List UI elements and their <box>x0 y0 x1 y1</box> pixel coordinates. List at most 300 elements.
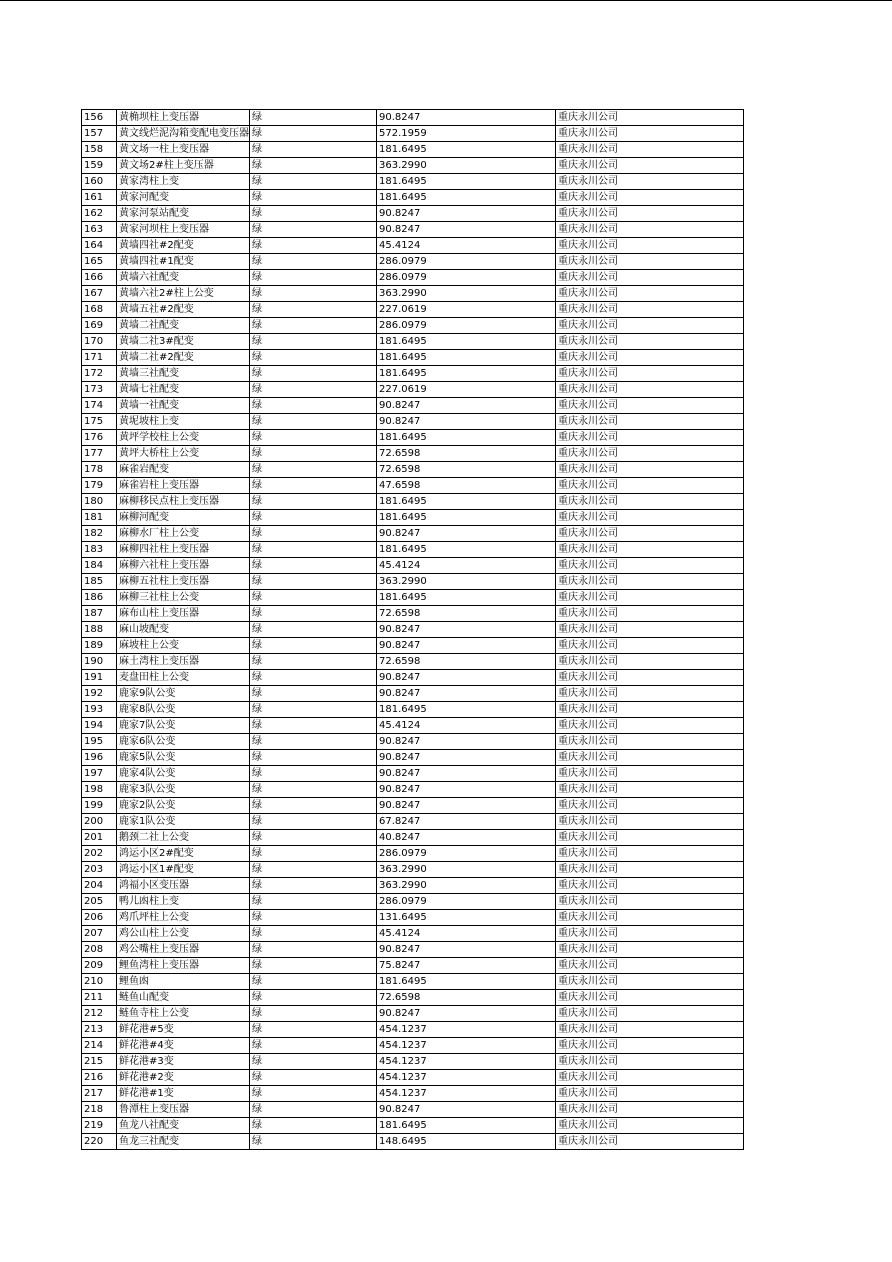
company-cell: 重庆永川公司 <box>556 366 744 382</box>
row-number-cell: 179 <box>82 478 117 494</box>
table-row <box>82 638 744 654</box>
transformer-name-cell: 鹿家2队公变 <box>117 798 250 814</box>
status-color-cell: 绿 <box>250 142 377 158</box>
status-color-cell: 绿 <box>250 750 377 766</box>
value-cell: 45.4124 <box>377 718 556 734</box>
table-row <box>82 158 744 174</box>
status-color-cell: 绿 <box>250 238 377 254</box>
value-cell: 181.6495 <box>377 510 556 526</box>
transformer-name-cell: 黄坭坡柱上变 <box>117 414 250 430</box>
company-cell: 重庆永川公司 <box>556 926 744 942</box>
row-number-cell: 163 <box>82 222 117 238</box>
status-color-cell: 绿 <box>250 590 377 606</box>
row-number-cell: 166 <box>82 270 117 286</box>
table-row <box>82 846 744 862</box>
table-row <box>82 1054 744 1070</box>
row-number-cell: 165 <box>82 254 117 270</box>
transformer-name-cell: 黄家河坝柱上变压器 <box>117 222 250 238</box>
transformer-name-cell: 鲜花港#4变 <box>117 1038 250 1054</box>
table-row <box>82 734 744 750</box>
status-color-cell: 绿 <box>250 958 377 974</box>
value-cell: 90.8247 <box>377 686 556 702</box>
status-color-cell: 绿 <box>250 686 377 702</box>
value-cell: 181.6495 <box>377 542 556 558</box>
table-row <box>82 478 744 494</box>
company-cell: 重庆永川公司 <box>556 750 744 766</box>
company-cell: 重庆永川公司 <box>556 350 744 366</box>
row-number-cell: 191 <box>82 670 117 686</box>
company-cell: 重庆永川公司 <box>556 974 744 990</box>
transformer-name-cell: 鸡公山柱上公变 <box>117 926 250 942</box>
status-color-cell: 绿 <box>250 606 377 622</box>
status-color-cell: 绿 <box>250 638 377 654</box>
status-color-cell: 绿 <box>250 430 377 446</box>
row-number-cell: 164 <box>82 238 117 254</box>
transformer-name-cell: 黄墙二社#2配变 <box>117 350 250 366</box>
company-cell: 重庆永川公司 <box>556 1134 744 1150</box>
transformer-name-cell: 黄墙二社3#配变 <box>117 334 250 350</box>
row-number-cell: 218 <box>82 1102 117 1118</box>
status-color-cell: 绿 <box>250 990 377 1006</box>
row-number-cell: 192 <box>82 686 117 702</box>
company-cell: 重庆永川公司 <box>556 254 744 270</box>
table-row <box>82 222 744 238</box>
row-number-cell: 204 <box>82 878 117 894</box>
row-number-cell: 210 <box>82 974 117 990</box>
company-cell: 重庆永川公司 <box>556 830 744 846</box>
table-row <box>82 574 744 590</box>
status-color-cell: 绿 <box>250 270 377 286</box>
value-cell: 572.1959 <box>377 126 556 142</box>
transformer-name-cell: 麻山坡配变 <box>117 622 250 638</box>
row-number-cell: 200 <box>82 814 117 830</box>
row-number-cell: 205 <box>82 894 117 910</box>
company-cell: 重庆永川公司 <box>556 862 744 878</box>
table-row <box>82 750 744 766</box>
status-color-cell: 绿 <box>250 574 377 590</box>
status-color-cell: 绿 <box>250 222 377 238</box>
status-color-cell: 绿 <box>250 846 377 862</box>
company-cell: 重庆永川公司 <box>556 1070 744 1086</box>
row-number-cell: 211 <box>82 990 117 1006</box>
status-color-cell: 绿 <box>250 1070 377 1086</box>
company-cell: 重庆永川公司 <box>556 158 744 174</box>
row-number-cell: 182 <box>82 526 117 542</box>
company-cell: 重庆永川公司 <box>556 958 744 974</box>
row-number-cell: 186 <box>82 590 117 606</box>
value-cell: 181.6495 <box>377 366 556 382</box>
company-cell: 重庆永川公司 <box>556 846 744 862</box>
value-cell: 67.8247 <box>377 814 556 830</box>
row-number-cell: 159 <box>82 158 117 174</box>
value-cell: 454.1237 <box>377 1070 556 1086</box>
table-row <box>82 190 744 206</box>
table-row <box>82 990 744 1006</box>
company-cell: 重庆永川公司 <box>556 702 744 718</box>
company-cell: 重庆永川公司 <box>556 414 744 430</box>
value-cell: 227.0619 <box>377 302 556 318</box>
table-row <box>82 798 744 814</box>
row-number-cell: 185 <box>82 574 117 590</box>
company-cell: 重庆永川公司 <box>556 1022 744 1038</box>
table-row <box>82 542 744 558</box>
status-color-cell: 绿 <box>250 494 377 510</box>
transformer-name-cell: 黄文场一柱上变压器 <box>117 142 250 158</box>
transformer-name-cell: 鱼龙三社配变 <box>117 1134 250 1150</box>
status-color-cell: 绿 <box>250 1086 377 1102</box>
status-color-cell: 绿 <box>250 542 377 558</box>
status-color-cell: 绿 <box>250 878 377 894</box>
table-row <box>82 430 744 446</box>
transformer-name-cell: 鱼龙八社配变 <box>117 1118 250 1134</box>
table-row <box>82 350 744 366</box>
status-color-cell: 绿 <box>250 558 377 574</box>
status-color-cell: 绿 <box>250 446 377 462</box>
value-cell: 90.8247 <box>377 414 556 430</box>
value-cell: 181.6495 <box>377 494 556 510</box>
table-row <box>82 110 744 126</box>
value-cell: 181.6495 <box>377 1118 556 1134</box>
company-cell: 重庆永川公司 <box>556 878 744 894</box>
company-cell: 重庆永川公司 <box>556 558 744 574</box>
status-color-cell: 绿 <box>250 622 377 638</box>
table-row <box>82 974 744 990</box>
transformer-name-cell: 麻柳五社柱上变压器 <box>117 574 250 590</box>
row-number-cell: 162 <box>82 206 117 222</box>
row-number-cell: 202 <box>82 846 117 862</box>
status-color-cell: 绿 <box>250 478 377 494</box>
transformer-name-cell: 鹿家6队公变 <box>117 734 250 750</box>
company-cell: 重庆永川公司 <box>556 1118 744 1134</box>
value-cell: 131.6495 <box>377 910 556 926</box>
transformer-name-cell: 麻柳三社柱上公变 <box>117 590 250 606</box>
table-row <box>82 862 744 878</box>
status-color-cell: 绿 <box>250 1118 377 1134</box>
value-cell: 181.6495 <box>377 142 556 158</box>
value-cell: 90.8247 <box>377 766 556 782</box>
transformer-name-cell: 黄墙三社配变 <box>117 366 250 382</box>
company-cell: 重庆永川公司 <box>556 446 744 462</box>
table-row <box>82 926 744 942</box>
status-color-cell: 绿 <box>250 1038 377 1054</box>
status-color-cell: 绿 <box>250 366 377 382</box>
company-cell: 重庆永川公司 <box>556 270 744 286</box>
transformer-name-cell: 麻雀岩配变 <box>117 462 250 478</box>
table-row <box>82 910 744 926</box>
company-cell: 重庆永川公司 <box>556 798 744 814</box>
value-cell: 90.8247 <box>377 110 556 126</box>
row-number-cell: 212 <box>82 1006 117 1022</box>
status-color-cell: 绿 <box>250 654 377 670</box>
transformer-name-cell: 麻布山柱上变压器 <box>117 606 250 622</box>
transformer-name-cell: 鸿运小区1#配变 <box>117 862 250 878</box>
row-number-cell: 198 <box>82 782 117 798</box>
status-color-cell: 绿 <box>250 1102 377 1118</box>
company-cell: 重庆永川公司 <box>556 894 744 910</box>
value-cell: 90.8247 <box>377 622 556 638</box>
transformer-name-cell: 鹿家9队公变 <box>117 686 250 702</box>
row-number-cell: 217 <box>82 1086 117 1102</box>
transformer-name-cell: 鲤鱼湾柱上变压器 <box>117 958 250 974</box>
transformer-name-cell: 鲁潭柱上变压器 <box>117 1102 250 1118</box>
row-number-cell: 199 <box>82 798 117 814</box>
company-cell: 重庆永川公司 <box>556 238 744 254</box>
table-row <box>82 206 744 222</box>
status-color-cell: 绿 <box>250 414 377 430</box>
company-cell: 重庆永川公司 <box>556 814 744 830</box>
transformer-name-cell: 鸿运小区2#配变 <box>117 846 250 862</box>
value-cell: 454.1237 <box>377 1022 556 1038</box>
value-cell: 181.6495 <box>377 190 556 206</box>
company-cell: 重庆永川公司 <box>556 590 744 606</box>
value-cell: 45.4124 <box>377 558 556 574</box>
row-number-cell: 184 <box>82 558 117 574</box>
table-row <box>82 174 744 190</box>
company-cell: 重庆永川公司 <box>556 718 744 734</box>
row-number-cell: 190 <box>82 654 117 670</box>
company-cell: 重庆永川公司 <box>556 382 744 398</box>
company-cell: 重庆永川公司 <box>556 526 744 542</box>
row-number-cell: 196 <box>82 750 117 766</box>
row-number-cell: 176 <box>82 430 117 446</box>
table-row <box>82 1134 744 1150</box>
value-cell: 72.6598 <box>377 990 556 1006</box>
transformer-name-cell: 麻柳六社柱上变压器 <box>117 558 250 574</box>
status-color-cell: 绿 <box>250 126 377 142</box>
transformer-name-cell: 黄家河泵站配变 <box>117 206 250 222</box>
transformer-name-cell: 鲤鱼凼 <box>117 974 250 990</box>
value-cell: 181.6495 <box>377 334 556 350</box>
transformer-name-cell: 麻柳水厂柱上公变 <box>117 526 250 542</box>
status-color-cell: 绿 <box>250 1022 377 1038</box>
company-cell: 重庆永川公司 <box>556 638 744 654</box>
row-number-cell: 178 <box>82 462 117 478</box>
status-color-cell: 绿 <box>250 1054 377 1070</box>
status-color-cell: 绿 <box>250 1006 377 1022</box>
value-cell: 181.6495 <box>377 174 556 190</box>
status-color-cell: 绿 <box>250 526 377 542</box>
value-cell: 72.6598 <box>377 606 556 622</box>
value-cell: 75.8247 <box>377 958 556 974</box>
company-cell: 重庆永川公司 <box>556 190 744 206</box>
value-cell: 90.8247 <box>377 798 556 814</box>
row-number-cell: 169 <box>82 318 117 334</box>
value-cell: 40.8247 <box>377 830 556 846</box>
row-number-cell: 183 <box>82 542 117 558</box>
transformer-name-cell: 黄墙四社#1配变 <box>117 254 250 270</box>
status-color-cell: 绿 <box>250 190 377 206</box>
status-color-cell: 绿 <box>250 798 377 814</box>
row-number-cell: 173 <box>82 382 117 398</box>
value-cell: 90.8247 <box>377 1006 556 1022</box>
company-cell: 重庆永川公司 <box>556 286 744 302</box>
value-cell: 90.8247 <box>377 670 556 686</box>
transformer-name-cell: 鲜花港#2变 <box>117 1070 250 1086</box>
transformer-name-cell: 鹿家3队公变 <box>117 782 250 798</box>
transformer-table <box>81 109 744 1150</box>
transformer-name-cell: 鹿家1队公变 <box>117 814 250 830</box>
row-number-cell: 161 <box>82 190 117 206</box>
status-color-cell: 绿 <box>250 814 377 830</box>
row-number-cell: 188 <box>82 622 117 638</box>
row-number-cell: 193 <box>82 702 117 718</box>
company-cell: 重庆永川公司 <box>556 318 744 334</box>
transformer-name-cell: 黄墙六社配变 <box>117 270 250 286</box>
table-row <box>82 590 744 606</box>
transformer-name-cell: 鲜花港#3变 <box>117 1054 250 1070</box>
company-cell: 重庆永川公司 <box>556 942 744 958</box>
row-number-cell: 156 <box>82 110 117 126</box>
value-cell: 90.8247 <box>377 206 556 222</box>
table-row <box>82 814 744 830</box>
table-row <box>82 1070 744 1086</box>
row-number-cell: 168 <box>82 302 117 318</box>
status-color-cell: 绿 <box>250 1134 377 1150</box>
status-color-cell: 绿 <box>250 462 377 478</box>
row-number-cell: 177 <box>82 446 117 462</box>
value-cell: 363.2990 <box>377 862 556 878</box>
transformer-name-cell: 麦盘田柱上公变 <box>117 670 250 686</box>
status-color-cell: 绿 <box>250 734 377 750</box>
transformer-name-cell: 黄墙四社#2配变 <box>117 238 250 254</box>
company-cell: 重庆永川公司 <box>556 334 744 350</box>
row-number-cell: 187 <box>82 606 117 622</box>
value-cell: 286.0979 <box>377 318 556 334</box>
table-row <box>82 958 744 974</box>
transformer-name-cell: 鸡公嘴柱上变压器 <box>117 942 250 958</box>
status-color-cell: 绿 <box>250 174 377 190</box>
transformer-name-cell: 黄坪学校柱上公变 <box>117 430 250 446</box>
status-color-cell: 绿 <box>250 286 377 302</box>
table-row <box>82 670 744 686</box>
transformer-name-cell: 麻柳河配变 <box>117 510 250 526</box>
transformer-name-cell: 鸿福小区变压器 <box>117 878 250 894</box>
status-color-cell: 绿 <box>250 110 377 126</box>
company-cell: 重庆永川公司 <box>556 174 744 190</box>
table-row <box>82 382 744 398</box>
status-color-cell: 绿 <box>250 862 377 878</box>
row-number-cell: 220 <box>82 1134 117 1150</box>
row-number-cell: 219 <box>82 1118 117 1134</box>
company-cell: 重庆永川公司 <box>556 462 744 478</box>
value-cell: 90.8247 <box>377 1102 556 1118</box>
table-row <box>82 142 744 158</box>
top-rule <box>0 0 892 1</box>
transformer-name-cell: 黄墙一社配变 <box>117 398 250 414</box>
value-cell: 286.0979 <box>377 270 556 286</box>
company-cell: 重庆永川公司 <box>556 398 744 414</box>
company-cell: 重庆永川公司 <box>556 1038 744 1054</box>
transformer-name-cell: 黄家湾柱上变 <box>117 174 250 190</box>
row-number-cell: 170 <box>82 334 117 350</box>
value-cell: 454.1237 <box>377 1038 556 1054</box>
row-number-cell: 172 <box>82 366 117 382</box>
company-cell: 重庆永川公司 <box>556 206 744 222</box>
value-cell: 90.8247 <box>377 782 556 798</box>
transformer-name-cell: 黄家河配变 <box>117 190 250 206</box>
value-cell: 181.6495 <box>377 974 556 990</box>
row-number-cell: 209 <box>82 958 117 974</box>
table-body <box>82 110 744 1150</box>
transformer-name-cell: 鹅颈二社上公变 <box>117 830 250 846</box>
status-color-cell: 绿 <box>250 158 377 174</box>
status-color-cell: 绿 <box>250 670 377 686</box>
transformer-name-cell: 麻土湾柱上变压器 <box>117 654 250 670</box>
status-color-cell: 绿 <box>250 910 377 926</box>
transformer-name-cell: 黄文线烂泥沟箱变配电变压器 <box>117 126 250 142</box>
transformer-name-cell: 黄墙二社配变 <box>117 318 250 334</box>
row-number-cell: 175 <box>82 414 117 430</box>
value-cell: 45.4124 <box>377 926 556 942</box>
transformer-name-cell: 鹿家4队公变 <box>117 766 250 782</box>
status-color-cell: 绿 <box>250 206 377 222</box>
table-row <box>82 1022 744 1038</box>
row-number-cell: 194 <box>82 718 117 734</box>
company-cell: 重庆永川公司 <box>556 734 744 750</box>
value-cell: 72.6598 <box>377 654 556 670</box>
table-row <box>82 782 744 798</box>
table-row <box>82 318 744 334</box>
transformer-name-cell: 鲢鱼寺柱上公变 <box>117 1006 250 1022</box>
company-cell: 重庆永川公司 <box>556 430 744 446</box>
table-row <box>82 878 744 894</box>
transformer-name-cell: 黄文场2#柱上变压器 <box>117 158 250 174</box>
company-cell: 重庆永川公司 <box>556 622 744 638</box>
status-color-cell: 绿 <box>250 830 377 846</box>
status-color-cell: 绿 <box>250 702 377 718</box>
row-number-cell: 206 <box>82 910 117 926</box>
table-row <box>82 238 744 254</box>
transformer-name-cell: 麻柳四社柱上变压器 <box>117 542 250 558</box>
row-number-cell: 195 <box>82 734 117 750</box>
row-number-cell: 203 <box>82 862 117 878</box>
transformer-name-cell: 鲢鱼山配变 <box>117 990 250 1006</box>
table-row <box>82 830 744 846</box>
company-cell: 重庆永川公司 <box>556 990 744 1006</box>
company-cell: 重庆永川公司 <box>556 222 744 238</box>
table-row <box>82 414 744 430</box>
row-number-cell: 214 <box>82 1038 117 1054</box>
company-cell: 重庆永川公司 <box>556 302 744 318</box>
company-cell: 重庆永川公司 <box>556 510 744 526</box>
value-cell: 363.2990 <box>377 158 556 174</box>
value-cell: 454.1237 <box>377 1054 556 1070</box>
company-cell: 重庆永川公司 <box>556 1054 744 1070</box>
status-color-cell: 绿 <box>250 318 377 334</box>
table-row <box>82 654 744 670</box>
status-color-cell: 绿 <box>250 398 377 414</box>
value-cell: 90.8247 <box>377 526 556 542</box>
row-number-cell: 160 <box>82 174 117 190</box>
table-row <box>82 366 744 382</box>
transformer-name-cell: 麻雀岩柱上变压器 <box>117 478 250 494</box>
value-cell: 181.6495 <box>377 590 556 606</box>
table-row <box>82 126 744 142</box>
value-cell: 45.4124 <box>377 238 556 254</box>
company-cell: 重庆永川公司 <box>556 686 744 702</box>
value-cell: 90.8247 <box>377 734 556 750</box>
value-cell: 454.1237 <box>377 1086 556 1102</box>
transformer-name-cell: 黄坪大桥柱上公变 <box>117 446 250 462</box>
value-cell: 90.8247 <box>377 638 556 654</box>
value-cell: 363.2990 <box>377 574 556 590</box>
table-row <box>82 462 744 478</box>
value-cell: 286.0979 <box>377 254 556 270</box>
company-cell: 重庆永川公司 <box>556 478 744 494</box>
table-row <box>82 494 744 510</box>
status-color-cell: 绿 <box>250 334 377 350</box>
company-cell: 重庆永川公司 <box>556 670 744 686</box>
